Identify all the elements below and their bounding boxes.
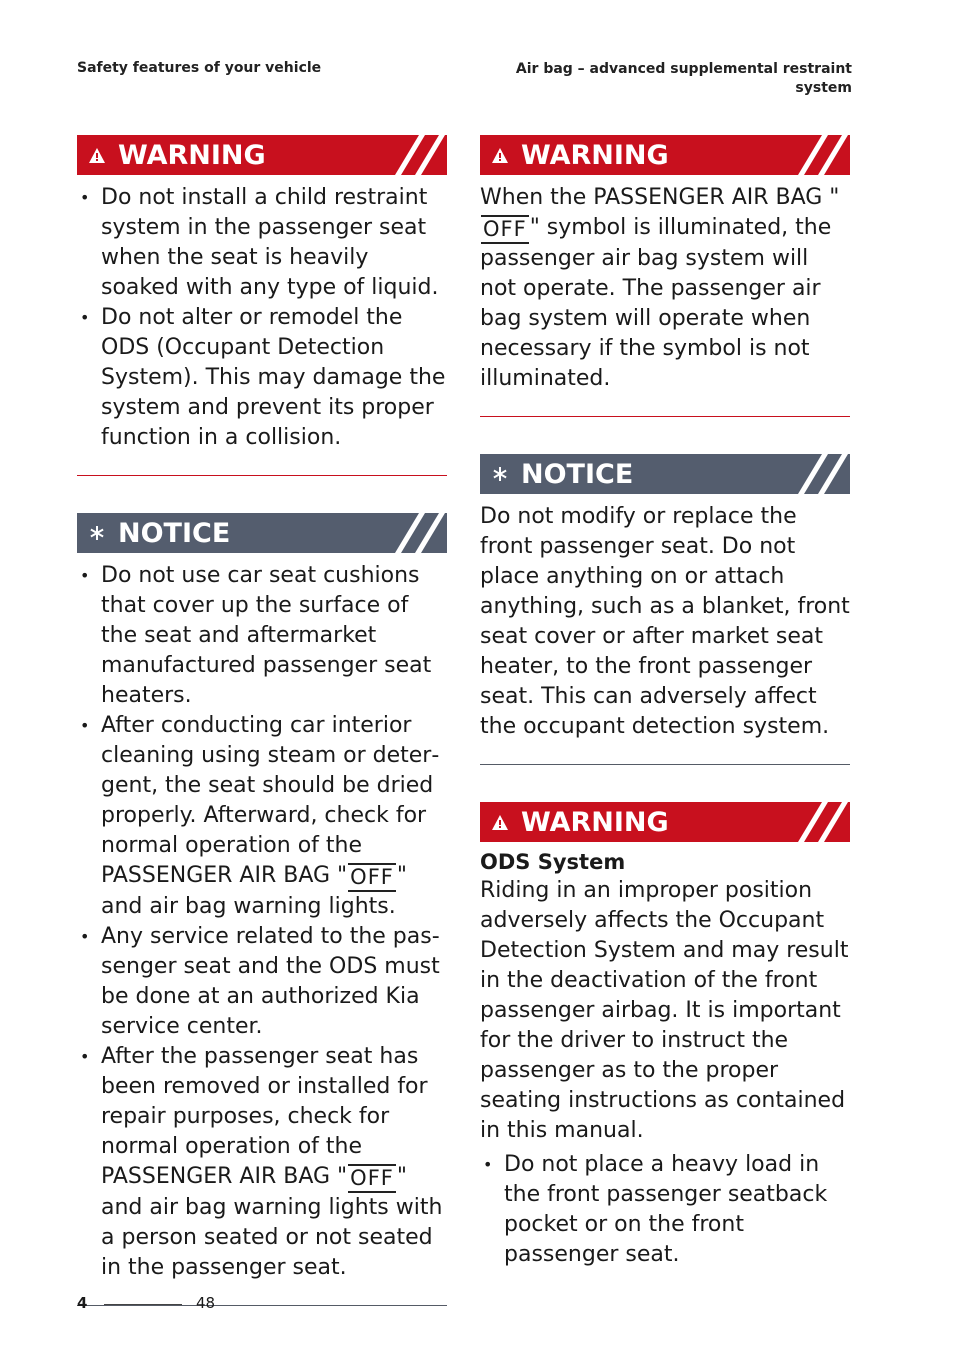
list-item: • Do not place a heavy load in the front passenger seatback pocket or on the front passenger seat. <box>480 1150 850 1270</box>
paragraph: Riding in an improper position adversely affects the Occupant Detection System and may result in the deactivation of the front passenger airbag. It is important for the driver to instruct the passenger as to the proper seating instructions as contained in this manual. <box>480 878 849 1143</box>
stripes-decoration <box>794 454 850 494</box>
stripes-decoration <box>794 802 850 842</box>
paragraph: Do not modify or replace the front passenger seat. Do not place anything on or attach anything, such as a blanket, front seat cover or after market seat heater, to the front passenger seat. This can adversely affect the occupant detection system. <box>480 504 850 739</box>
warning-label: WARNING <box>118 139 266 171</box>
left-column <box>77 135 447 1343</box>
warning-banner <box>480 802 850 842</box>
page-number: 48 <box>196 1294 216 1312</box>
paragraph-text: When the PASSENGER AIR BAG " <box>480 185 840 210</box>
section-divider <box>480 416 850 417</box>
chapter-number: 4 <box>77 1294 88 1312</box>
list-item: • Do not alter or remodel the ODS (Occupant Detection System). This may damage the system and prevent its proper function in a collision. <box>77 303 447 453</box>
stripes-decoration <box>391 135 447 175</box>
footer-divider <box>104 1304 182 1305</box>
list-item-text: " and air bag warning lights. <box>101 863 407 919</box>
notice-banner <box>480 454 850 494</box>
warning-body <box>480 183 850 394</box>
notice-label: NOTICE <box>118 517 231 549</box>
list-item <box>77 711 447 922</box>
passenger-airbag-off-icon: OFF <box>348 1164 396 1193</box>
section-divider <box>77 475 447 476</box>
warning-banner <box>480 135 850 175</box>
notice-body <box>480 502 850 742</box>
warning-banner <box>77 135 447 175</box>
running-header-left: Safety features of your vehicle <box>77 60 322 76</box>
list-item-text: After the passenger seat has been removed or installed for repair purposes, check for normal operation of the PASSENGER AIR BAG " <box>101 1044 428 1189</box>
warning-label: WARNING <box>521 139 669 171</box>
asterisk-notice-icon <box>491 466 509 482</box>
section-subheading: ODS System <box>480 850 626 874</box>
section-divider <box>480 764 850 765</box>
warning-triangle-icon <box>491 815 509 830</box>
warning-triangle-icon <box>88 148 106 163</box>
asterisk-notice-icon <box>88 525 106 541</box>
notice-banner <box>77 513 447 553</box>
notice-body <box>77 561 447 1283</box>
passenger-airbag-off-icon: OFF <box>481 215 529 244</box>
list-item-text: " and air bag warning lights with a person seated or not seated in the passenger seat. <box>101 1164 443 1280</box>
paragraph-text: " symbol is illuminated, the passenger air bag system will not operate. The passenger air bag system will operate when necessary if the symbol is not illuminated. <box>480 215 832 391</box>
passenger-airbag-off-icon: OFF <box>348 863 396 892</box>
stripes-decoration <box>794 135 850 175</box>
warning-body <box>77 183 447 453</box>
list-item: • Do not install a child restraint system in the passenger seat when the seat is heavily soaked with any type of liquid. <box>77 183 447 303</box>
list-item <box>77 1042 447 1283</box>
list-item: • Do not use car seat cushions that cover up the surface of the seat and aftermarket manufactured passenger seat heaters. <box>77 561 447 711</box>
section-divider <box>77 1305 447 1306</box>
list-item: • Any service related to the passenger seat and the ODS must be done at an authorized Kia service center. <box>77 922 447 1042</box>
paragraph <box>480 183 850 394</box>
list-item-text: After conducting car interior cleaning using steam or detergent, the seat should be dried properly. Afterward, check for normal operation of the PASSENGER AIR BAG " <box>101 713 440 888</box>
right-column <box>480 135 850 1270</box>
running-header-right: Air bag – advanced supplemental restraint system <box>515 61 852 96</box>
stripes-decoration <box>391 513 447 553</box>
warning-label: WARNING <box>521 806 669 838</box>
warning-body <box>480 876 850 1270</box>
notice-label: NOTICE <box>521 458 634 490</box>
warning-triangle-icon <box>491 148 509 163</box>
